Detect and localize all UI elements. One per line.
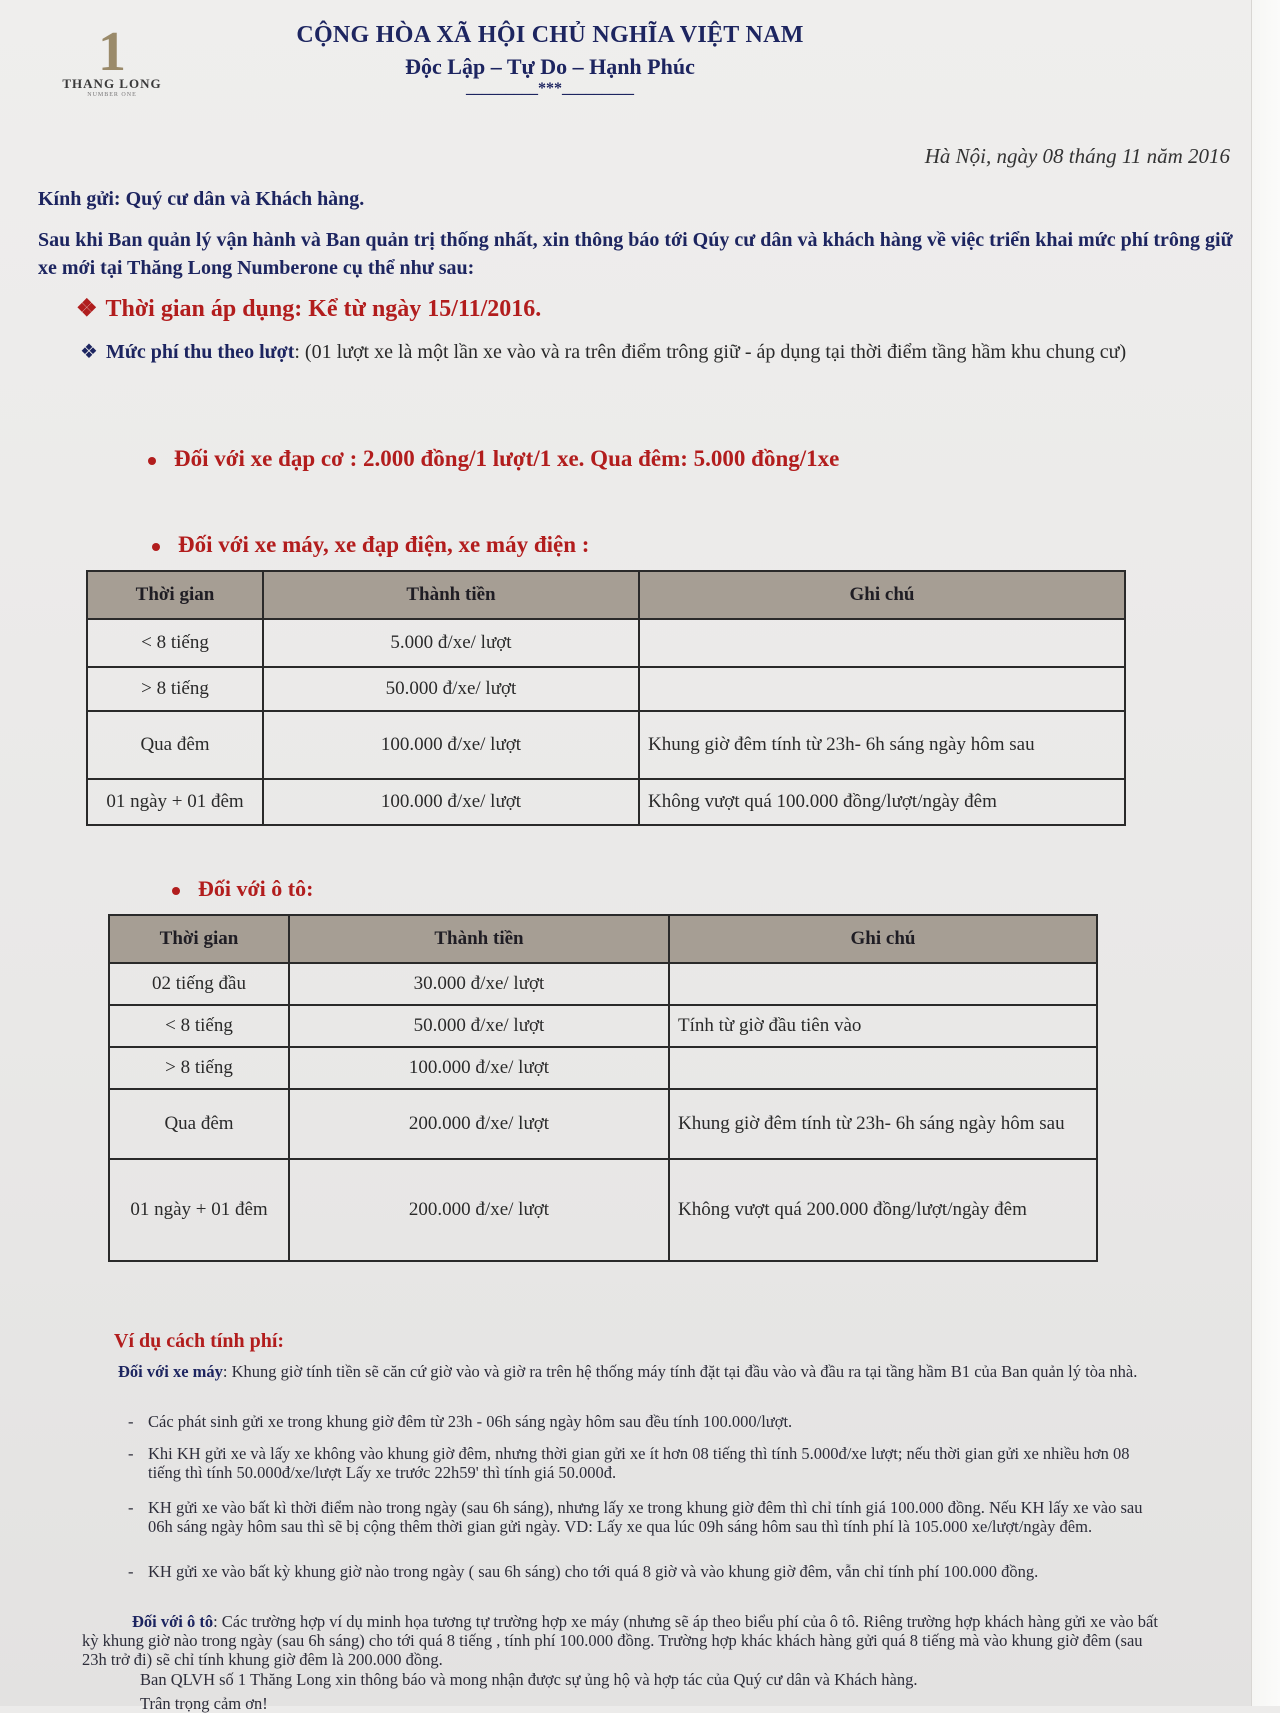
column-header: Thời gian xyxy=(87,571,263,619)
logo-mark: 1 xyxy=(98,21,126,83)
example-car-paragraph xyxy=(82,1612,1162,1669)
diamond-bullet-icon: ❖ xyxy=(76,296,98,322)
table-row xyxy=(87,779,1125,825)
time-cell: < 8 tiếng xyxy=(87,619,263,667)
price-cell: 100.000 đ/xe/ lượt xyxy=(263,779,639,825)
fee-text: : (01 lượt xe là một lần xe vào và ra trên điểm trông giữ - áp dụng tại thời điểm tầng hầm khu chung cư) xyxy=(294,341,1127,363)
note-cell xyxy=(639,619,1125,667)
fee-label: Mức phí thu theo lượt xyxy=(105,341,295,363)
header-divider: _________***_________ xyxy=(466,80,634,97)
bullet-dot-icon xyxy=(152,543,160,551)
bicycle-rate xyxy=(148,446,839,472)
price-cell: 200.000 đ/xe/ lượt xyxy=(289,1159,669,1261)
time-cell: 02 tiếng đầu xyxy=(109,963,289,1005)
table-header-row xyxy=(87,571,1125,619)
note-cell xyxy=(669,963,1097,1005)
price-cell: 100.000 đ/xe/ lượt xyxy=(263,711,639,779)
car-fee-table xyxy=(108,914,1098,1262)
table-row xyxy=(87,667,1125,711)
car-title xyxy=(172,876,313,902)
logo-name: THANG LONG xyxy=(62,76,162,91)
apply-date-text: Thời gian áp dụng: Kể từ ngày 15/11/2016. xyxy=(105,296,542,322)
example-motorbike-text: : Khung giờ tính tiền sẽ căn cứ giờ vào và giờ ra trên hệ thống máy tính đặt tại đầu vào và đầu ra tại tầng hầm B1 của Ban quản lý tòa nhà. xyxy=(222,1362,1138,1381)
table-row xyxy=(109,1159,1097,1261)
thanks-line: Trân trọng cảm ơn! xyxy=(140,1694,268,1713)
page-edge xyxy=(1251,0,1280,1706)
table-row xyxy=(109,1005,1097,1047)
logo xyxy=(52,21,172,100)
example-item: - KH gửi xe vào bất kì thời điểm nào trong ngày (sau 6h sáng), nhưng lấy xe trong khung giờ đêm thì chỉ tính giá 100.000 đồng. Nếu KH lấy xe vào sau 06h sáng ngày hôm sau thì sẽ bị cộng thêm thời gian gửi ngày. VD: Lấy xe qua lúc 09h sáng hôm sau thì tính phí là 105.000 xe/lượt/ngày đêm. xyxy=(148,1498,1148,1536)
table-header-row xyxy=(109,915,1097,963)
note-cell: Khung giờ đêm tính từ 23h- 6h sáng ngày hôm sau xyxy=(639,711,1125,779)
apply-date xyxy=(76,294,541,323)
time-cell: > 8 tiếng xyxy=(109,1047,289,1089)
price-cell: 50.000 đ/xe/ lượt xyxy=(289,1005,669,1047)
closing-line: Ban QLVH số 1 Thăng Long xin thông báo và mong nhận được sự ủng hộ và hợp tác của Quý cư dân và Khách hàng. xyxy=(140,1670,918,1689)
time-cell: < 8 tiếng xyxy=(109,1005,289,1047)
column-header: Ghi chú xyxy=(639,571,1125,619)
table-row xyxy=(109,963,1097,1005)
intro-paragraph: Sau khi Ban quản lý vận hành và Ban quản trị thống nhất, xin thông báo tới Qúy cư dân và khách hàng về việc triển khai mức phí trông giữ xe mới tại Thăng Long Numberone cụ thể như sau: xyxy=(38,229,1233,279)
example-item: - Khi KH gửi xe và lấy xe không vào khung giờ đêm, nhưng thời gian gửi xe ít hơn 08 tiếng thì tính 5.000đ/xe lượt; nếu thời gian gửi xe nhiều hơn 08 tiếng thì tính 50.000đ/xe/lượt Lấy xe trước 22h59' thì tính giá 50.000đ. xyxy=(148,1444,1148,1482)
note-cell: Không vượt quá 100.000 đồng/lượt/ngày đêm xyxy=(639,779,1125,825)
bullet-dot-icon xyxy=(148,457,156,465)
logo-sub: NUMBER ONE xyxy=(87,92,137,98)
example-car-label: Đối với ô tô xyxy=(132,1612,214,1631)
column-header: Thành tiền xyxy=(289,915,669,963)
price-cell: 5.000 đ/xe/ lượt xyxy=(263,619,639,667)
time-cell: 01 ngày + 01 đêm xyxy=(109,1159,289,1261)
time-cell: 01 ngày + 01 đêm xyxy=(87,779,263,825)
table-row xyxy=(109,1047,1097,1089)
example-motorbike-label: Đối với xe máy xyxy=(118,1362,223,1381)
column-header: Thành tiền xyxy=(263,571,639,619)
note-cell: Khung giờ đêm tính từ 23h- 6h sáng ngày hôm sau xyxy=(669,1089,1097,1159)
motorbike-fee-table xyxy=(86,570,1126,826)
column-header: Thời gian xyxy=(109,915,289,963)
motorbike-title xyxy=(152,532,589,558)
example-motorbike-paragraph xyxy=(62,1362,1162,1381)
motto: Độc Lập – Tự Do – Hạnh Phúc xyxy=(405,54,695,79)
country-heading: CỘNG HÒA XÃ HỘI CHỦ NGHĨA VIỆT NAM xyxy=(296,22,804,48)
fee-description xyxy=(80,340,1240,365)
column-header: Ghi chú xyxy=(669,915,1097,963)
price-cell: 200.000 đ/xe/ lượt xyxy=(289,1089,669,1159)
example-title: Ví dụ cách tính phí: xyxy=(114,1330,285,1352)
bullet-dot-icon xyxy=(172,887,180,895)
table-row xyxy=(87,711,1125,779)
example-item: - KH gửi xe vào bất kỳ khung giờ nào trong ngày ( sau 6h sáng) cho tới quá 8 giờ và vào khung giờ đêm, vẫn chỉ tính phí 100.000 đồng. xyxy=(148,1562,1148,1581)
price-cell: 30.000 đ/xe/ lượt xyxy=(289,963,669,1005)
note-cell: Không vượt quá 200.000 đồng/lượt/ngày đêm xyxy=(669,1159,1097,1261)
time-cell: Qua đêm xyxy=(87,711,263,779)
time-cell: Qua đêm xyxy=(109,1089,289,1159)
greeting: Kính gửi: Quý cư dân và Khách hàng. xyxy=(38,188,365,210)
note-cell xyxy=(669,1047,1097,1089)
example-item: - Các phát sinh gửi xe trong khung giờ đêm từ 23h - 06h sáng ngày hôm sau đều tính 100.000/lượt. xyxy=(148,1412,1148,1431)
car-title-text: Đối với ô tô: xyxy=(198,876,314,901)
table-row xyxy=(87,619,1125,667)
example-car-text: : Các trường hợp ví dụ minh họa tương tự trường hợp xe máy (nhưng sẽ áp theo biểu phí của ô tô. Riêng trường hợp khách hàng gửi xe vào bất kỳ khung giờ nào trong ngày (sau 6h sáng) cho tới quá 8 tiếng , tính phí 100.000 đồng. Trường hợp khác khách hàng gửi quá 8 tiếng mà vào khung giờ đêm (sau 23h trở đi) sẽ chỉ tính khung giờ đêm là 200.000 đồng. xyxy=(82,1612,1158,1669)
table-row xyxy=(109,1089,1097,1159)
diamond-bullet-icon: ❖ xyxy=(80,341,98,363)
date-line: Hà Nội, ngày 08 tháng 11 năm 2016 xyxy=(924,144,1230,168)
time-cell: > 8 tiếng xyxy=(87,667,263,711)
motorbike-title-text: Đối với xe máy, xe đạp điện, xe máy điện : xyxy=(178,532,590,557)
price-cell: 50.000 đ/xe/ lượt xyxy=(263,667,639,711)
note-cell xyxy=(639,667,1125,711)
price-cell: 100.000 đ/xe/ lượt xyxy=(289,1047,669,1089)
note-cell: Tính từ giờ đầu tiên vào xyxy=(669,1005,1097,1047)
bicycle-rate-text: Đối với xe đạp cơ : 2.000 đồng/1 lượt/1 xe. Qua đêm: 5.000 đồng/1xe xyxy=(174,446,840,471)
